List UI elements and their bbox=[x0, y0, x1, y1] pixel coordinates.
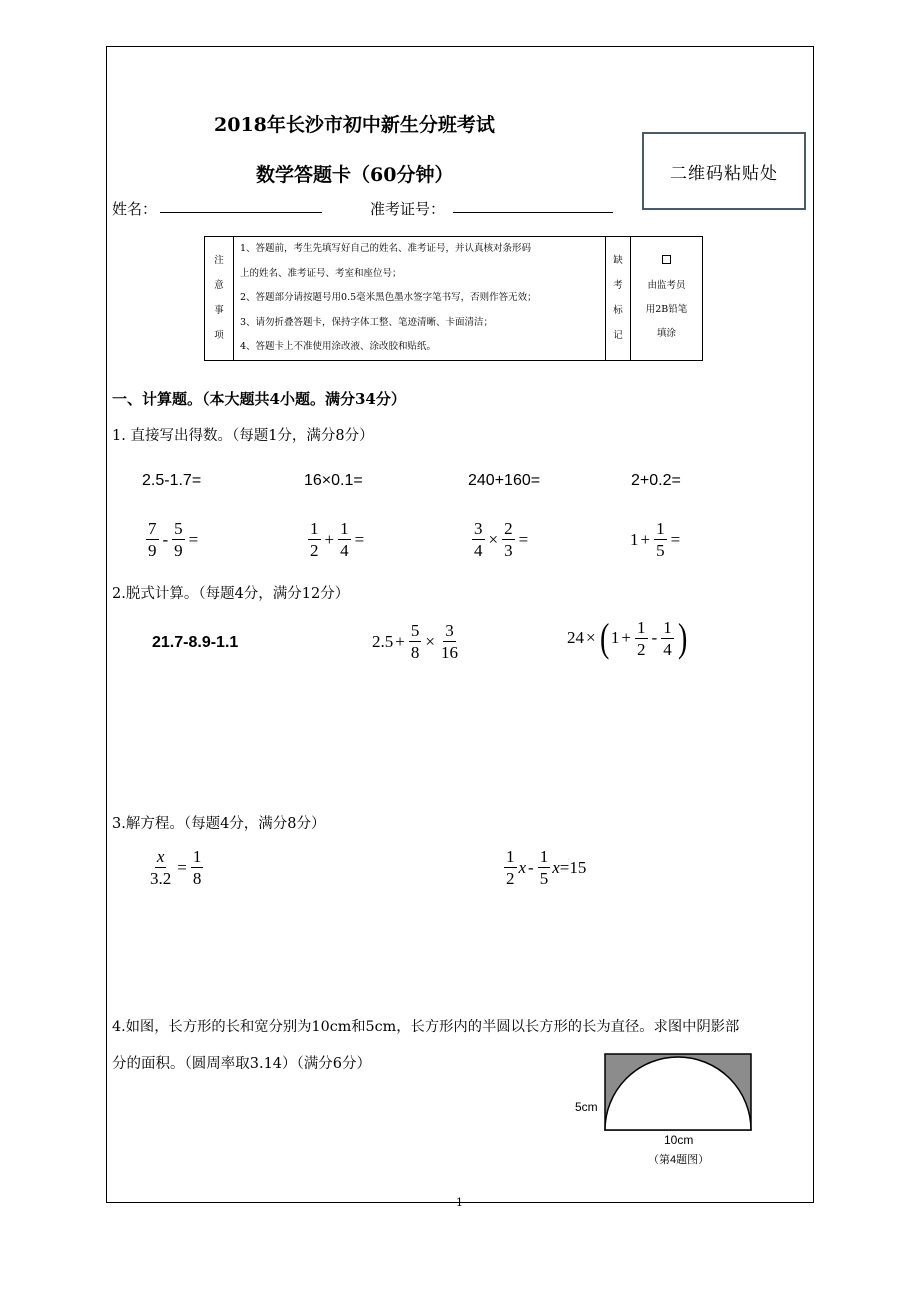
rule-line: 3、请勿折叠答题卡，保持字体工整、笔迹清晰、卡面清洁； bbox=[240, 316, 494, 328]
rule-line: 1、答题前，考生先填写好自己的姓名、准考证号，并认真核对条形码 bbox=[240, 243, 532, 254]
q4-figure bbox=[604, 1053, 752, 1131]
absent-mark-label: 缺 考 标 记 bbox=[606, 237, 631, 361]
absent-mark-cell: 由监考员 用2B铅笔 填涂 bbox=[631, 237, 703, 361]
q3-title: 3.解方程。（每题4分，满分8分） bbox=[112, 816, 326, 832]
exam-no-field[interactable] bbox=[453, 212, 613, 213]
q1-fraction-item: $\frac{3}{4}$ × $\frac{2}{3}$ = bbox=[474, 519, 529, 560]
q2-title: 2.脱式计算。（每题4分，满分12分） bbox=[112, 586, 350, 602]
q3-equation-1: $\frac{x}{3.2}$ = $\frac{1}{8}$ bbox=[150, 847, 202, 888]
rule-line: 4、答题卡上不准使用涂改液、涂改胶和贴纸。 bbox=[240, 341, 437, 352]
q1-item: 2+0.2= bbox=[631, 472, 681, 489]
fig-height-label: 5cm bbox=[575, 1100, 598, 1114]
q1-title: 1. 直接写出得数。（每题1分，满分8分） bbox=[112, 428, 374, 444]
qr-code-box bbox=[642, 132, 806, 210]
q1-fraction-item: $\frac{7}{9}$ - $\frac{5}{9}$ = bbox=[148, 519, 199, 560]
q2-expr-3: 24 × ( 1 + $\frac{1}{2}$ - $\frac{1}{4}$ ) bbox=[567, 615, 688, 660]
section-heading: 一、计算题。（本大题共4小题。满分34分） bbox=[112, 390, 406, 408]
notice-rules bbox=[234, 237, 606, 361]
name-label: 姓名： bbox=[112, 200, 158, 218]
q1-fraction-item: $\frac{1}{2}$ + $\frac{1}{4}$ = bbox=[310, 519, 365, 560]
fig-caption: （第4题图） bbox=[648, 1154, 710, 1166]
q1-item: 16×0.1= bbox=[304, 472, 363, 489]
page-number: 1 bbox=[456, 1196, 463, 1209]
exam-subtitle: 数学答题卡（60分钟） bbox=[256, 164, 454, 186]
qr-label: 二维码粘贴处 bbox=[670, 163, 778, 184]
exam-title: 2018年长沙市初中新生分班考试 bbox=[214, 114, 495, 136]
q1-fraction-item: 1 + $\frac{1}{5}$ = bbox=[630, 519, 681, 560]
absent-checkbox[interactable] bbox=[662, 255, 671, 264]
q4-text-line-1: 4.如图，长方形的长和宽分别为10cm和5cm，长方形内的半圆以长方形的长为直径。求图中阴影部 bbox=[112, 1019, 740, 1035]
rule-line: 上的姓名、准考证号、考室和座位号； bbox=[240, 267, 402, 279]
rule-line: 2、答题部分请按题号用0.5毫米黑色墨水签字笔书写，否则作答无效； bbox=[240, 292, 537, 303]
fig-width-label: 10cm bbox=[664, 1133, 694, 1147]
q2-expr-1: 21.7-8.9-1.1 bbox=[152, 634, 239, 651]
notice-side-label: 注 意 事 项 bbox=[205, 237, 234, 361]
q2-expr-2: 2.5 + $\frac{5}{8}$ × $\frac{3}{16}$ bbox=[372, 621, 458, 662]
name-field[interactable] bbox=[160, 212, 322, 213]
q4-text-line-2: 分的面积。（圆周率取3.14）（满分6分） bbox=[112, 1056, 372, 1072]
notice-table bbox=[204, 236, 703, 361]
q1-item: 2.5-1.7= bbox=[142, 472, 202, 489]
exam-no-label: 准考证号： bbox=[370, 200, 446, 218]
q1-item: 240+160= bbox=[468, 472, 541, 489]
q3-equation-2: $\frac{1}{2}$ x - $\frac{1}{5}$ x =15 bbox=[506, 847, 587, 888]
